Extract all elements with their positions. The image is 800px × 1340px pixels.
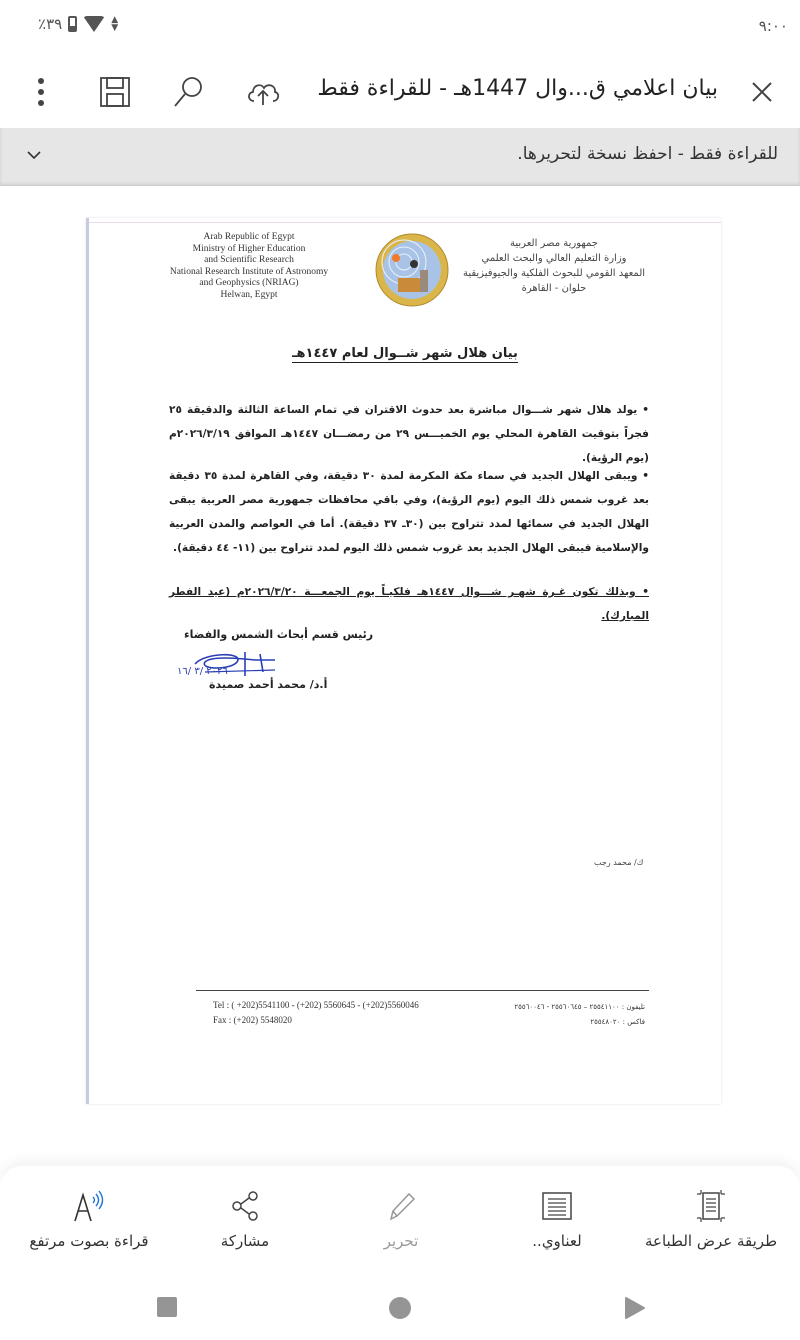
share-label: مشاركة: [220, 1232, 270, 1250]
headings-button[interactable]: [482, 1186, 632, 1250]
letterhead-ar-line: المعهد القومي للبحوث الفلكية والجيوفيزيقية: [462, 268, 646, 279]
letterhead-en-line: Ministry of Higher Education: [192, 243, 306, 254]
edit-label: تحرير: [383, 1232, 419, 1250]
close-button[interactable]: [740, 70, 784, 114]
letterhead-en-line: National Research Institute of Astronomy: [169, 266, 329, 277]
signatory-title: رئيس قسم أبحاث الشمس والفضاء: [184, 628, 374, 641]
print-layout-icon: [694, 1189, 728, 1223]
paragraph-visibility: • ويبقى الهلال الجديد في سماء مكة المكرمة لمدة ٣٠ دقيقة، وفي القاهرة لمدة ٣٥ دقيقة بعد غروب شمس ذلك اليوم (يوم الرؤية)، وفي باقي محافظات جمهورية مصر العربية يبقى الهلال الجديد في سمائها لمدد تتراوح بين (٣٠ـ ٣٧ دقيقة). أما في العواصم والمدن العربية والإسلامية فيبقى الهلال الجديد بعد غروب شمس ذلك اليوم لمدد تتراوح بين (١١- ٤٤ دقيقة).: [169, 470, 649, 554]
system-nav-bar: [0, 1270, 800, 1340]
recents-button[interactable]: [156, 1296, 178, 1322]
read-aloud-icon: [69, 1189, 109, 1223]
read-aloud-button[interactable]: [14, 1186, 164, 1250]
status-time: ٩:٠٠: [758, 17, 788, 35]
headings-list-icon: [541, 1191, 573, 1221]
letterhead-ar-line: وزارة التعليم العالي والبحث العلمي: [481, 253, 627, 264]
headings-label: لعناوي..: [532, 1232, 582, 1250]
statement-title-text: بيان هلال شهر شــوال لعام ١٤٤٧هـ: [292, 346, 518, 361]
read-aloud-label: قراءة بصوت مرتفع: [29, 1232, 149, 1250]
upload-button[interactable]: [241, 70, 285, 114]
back-button[interactable]: [624, 1296, 646, 1324]
more-vert-icon: [36, 77, 46, 107]
prepared-by-note: ك/ محمد رجب: [594, 858, 644, 867]
paragraph-conclusion: • وبذلك تكون غـرة شهـر شـــوال ١٤٤٧هـ فلكيـاً يوم الجمعـــة ٢٠٢٦/٣/٢٠م (عيد الفطر المبارك).: [169, 586, 649, 622]
footer-fax: Fax : (+202) 5548020: [213, 1015, 292, 1025]
pencil-icon: [385, 1190, 417, 1222]
home-button[interactable]: [388, 1296, 412, 1324]
letterhead-english: [159, 232, 339, 301]
letterhead-ar-line: جمهورية مصر العربية: [510, 238, 598, 249]
read-only-message: للقراءة فقط - احفظ نسخة لتحريرها.: [517, 144, 778, 164]
wifi-icon: [83, 16, 105, 32]
recents-icon: [156, 1296, 178, 1318]
signatory-name: أ.د/ محمد أحمد صميدة: [209, 678, 328, 691]
page-top-border: [89, 222, 721, 223]
search-button[interactable]: [166, 70, 210, 114]
footer-fax-ar: فاكس : ٢٥٥٤٨٠٢٠: [590, 1018, 645, 1026]
footer-contact-arabic: [477, 1000, 645, 1030]
battery-percent: ٪٣٩: [38, 15, 63, 33]
footer-divider: [196, 990, 649, 991]
data-arrows-icon: ▲ ▼: [111, 15, 119, 33]
status-icons: [38, 15, 118, 33]
cloud-upload-icon: [245, 77, 281, 107]
battery-icon: [68, 16, 77, 32]
banner-expand-button[interactable]: [26, 146, 42, 165]
home-icon: [388, 1296, 412, 1320]
footer-tel-ar: تليفون : ٢٥٥٤١١٠٠ – ٢٥٥٦٠٦٤٥ - ٢٥٥٦٠٠٤٦: [514, 1003, 645, 1011]
paragraph-conjunction: • يولد هلال شهر شـــوال مباشرة بعد حدوث الاقتران في تمام الساعة الثالثة والدقيقة ٢٥ فجراً بتوقيت القاهرة المحلي يوم الخميـــس ٢٩ من رمضـــان ١٤٤٧هـ الموافق ٢٠٢٦/٣/١٩م (يوم الرؤية).: [169, 404, 649, 464]
letterhead-en-line: Helwan, Egypt: [220, 289, 278, 300]
search-icon: [170, 74, 206, 110]
footer-tel: Tel : ( +202)5541100 - (+202) 5560645 - (+202)5560046: [213, 1000, 419, 1010]
more-options-button[interactable]: [19, 70, 63, 114]
letterhead-ar-line: حلوان - القاهرة: [521, 283, 587, 294]
letterhead-en-line: Arab Republic of Egypt: [203, 232, 295, 242]
letterhead-arabic: [454, 236, 654, 296]
read-only-banner: [0, 128, 800, 186]
footer-contact-english: [213, 998, 419, 1028]
chevron-down-icon: [26, 149, 42, 161]
status-bar: [0, 0, 800, 56]
document-title: بيان اعلامي ق...وال 1447هـ - للقراءة فقط: [317, 76, 718, 101]
bottom-action-bar: [0, 1166, 800, 1270]
share-button[interactable]: [170, 1186, 320, 1250]
back-icon: [624, 1296, 646, 1320]
print-layout-button[interactable]: [636, 1186, 786, 1250]
share-icon: [229, 1190, 261, 1222]
statement-title: [89, 346, 721, 361]
document-viewer[interactable]: [0, 186, 800, 1166]
nriag-logo: [374, 232, 450, 308]
save-button[interactable]: [93, 70, 137, 114]
letterhead-en-line: and Scientific Research: [204, 255, 294, 265]
letterhead-en-line: and Geophysics (NRIAG): [199, 278, 299, 288]
print-layout-label: طريقة عرض الطباعة: [644, 1232, 778, 1250]
signature-date: ٢٠٢٦ /٣ /١٦: [177, 666, 228, 677]
document-page: [86, 218, 721, 1104]
app-bar: [0, 56, 800, 128]
edit-button[interactable]: [326, 1186, 476, 1250]
close-icon: [750, 80, 774, 104]
save-icon: [99, 76, 131, 108]
